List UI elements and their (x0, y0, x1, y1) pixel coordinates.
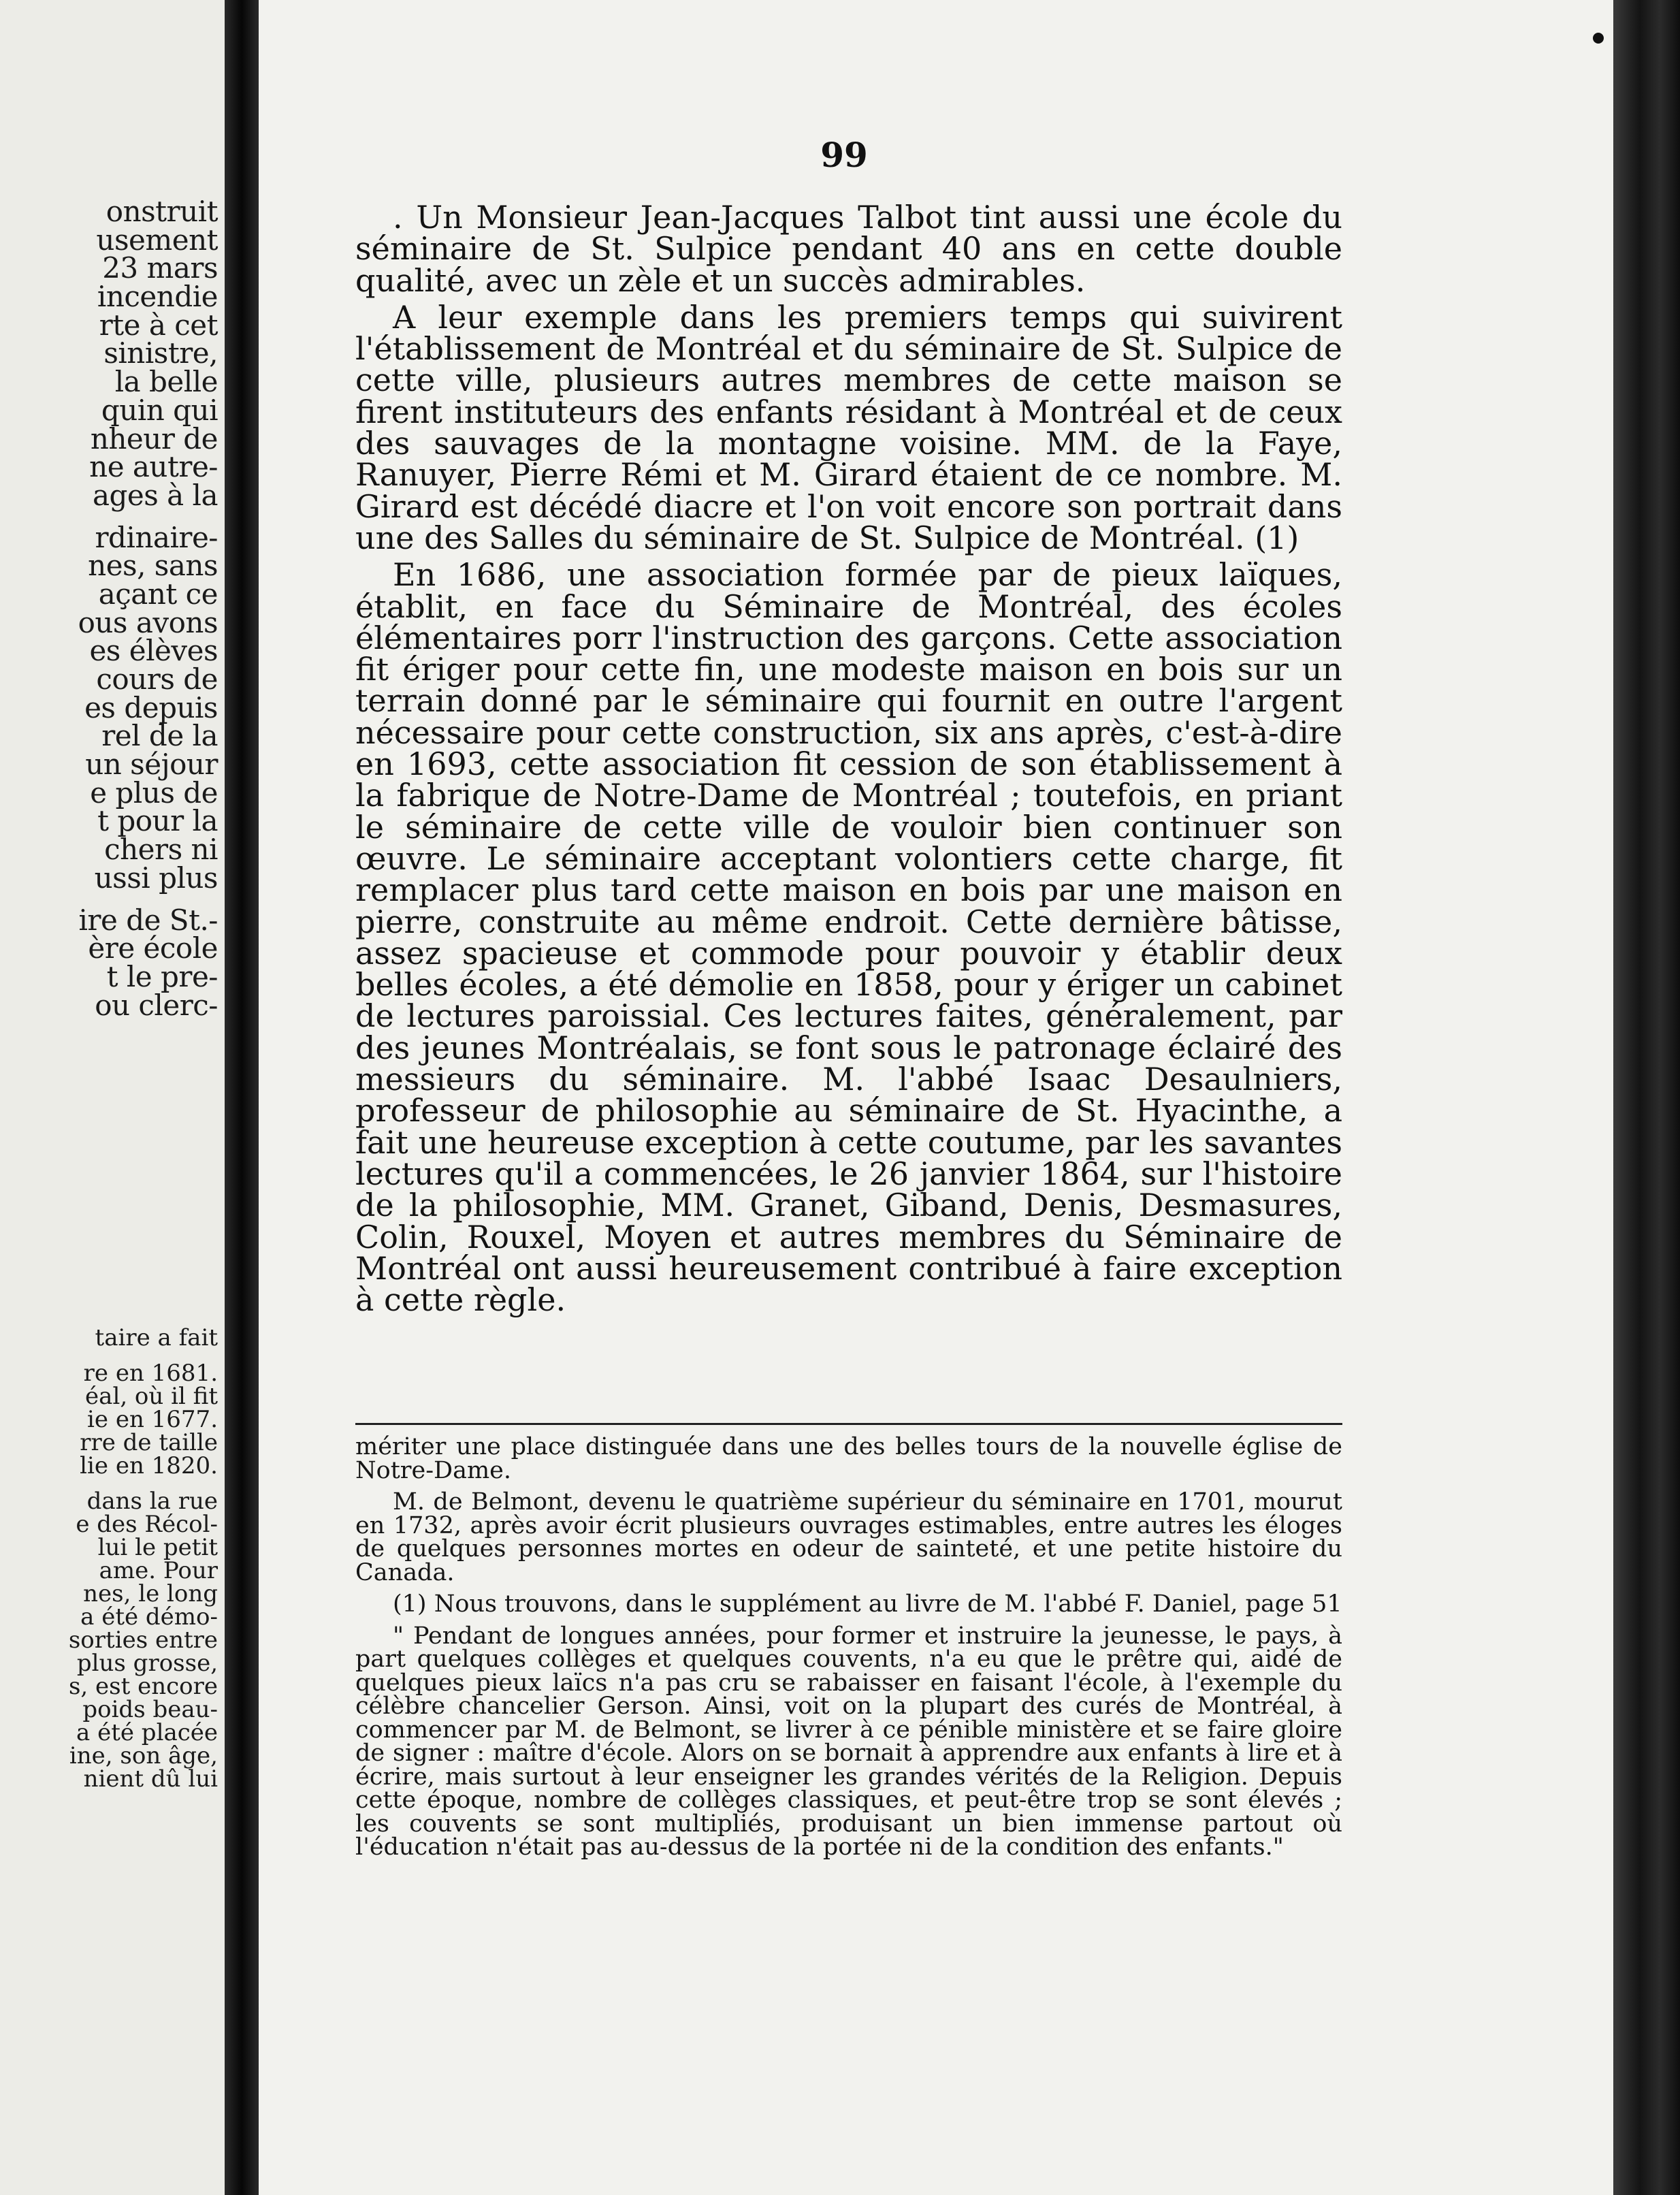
left-note-line: a été placée (76, 1719, 218, 1746)
left-note-line: plus grosse, (76, 1650, 218, 1677)
left-note-line: sorties entre (68, 1627, 218, 1654)
left-line: ussi plus (94, 861, 218, 895)
left-note-line: re en 1681. (83, 1360, 218, 1387)
left-line: ou clerc- (95, 988, 218, 1022)
left-line: e plus de (90, 775, 218, 810)
left-line: açant ce (98, 577, 218, 611)
left-line: usement (96, 223, 218, 257)
left-line: cours de (96, 662, 218, 696)
left-page-column (0, 195, 218, 1022)
footnote-quotation: " Pendant de longues années, pour former et instruire la jeunesse, le pays, à part quelques collèges et quelques couvents, n'a eu que le prêtre qui, aidé de quelques pieux laïcs n'a pas cru se rabaisser en faisant l'école, à l'exemple du célèbre chancelier Gerson. Ainsi, voit on la plupart des curés de Montréal, à commencer par M. de Belmont, se livrer à ce pénible ministère et se faire gloire de signer : maître d'école. Alors on se bornait à apprendre aux enfants à lire et à écrire, mais surtout à leur enseigner les grandes vérités de la Religion. Depuis cette époque, nombre de collèges classiques, et peut-être trop se sont élevés ; les couvents se sont multipliés, produisant un bien immense partout où l'éducation n'était pas au-dessus de la portée ni de la condition des enfants." (355, 1622, 1342, 1861)
left-line: ous avons (78, 605, 218, 639)
book-gutter (225, 0, 259, 2195)
left-line: la belle (114, 365, 218, 399)
page-number: 99 (820, 135, 868, 175)
left-note-line: taire a fait (95, 1324, 218, 1351)
paragraph-talbot: . Un Monsieur Jean-Jacques Talbot tint aussi une école du séminaire de St. Sulpice pendant 40 ans en cette double qualité, avec un zèle et un succès admirables. (355, 199, 1342, 299)
left-line: chers ni (104, 833, 218, 867)
left-line: t le pre- (106, 959, 218, 993)
left-line: 23 mars (102, 251, 218, 285)
footnotes-block (355, 1435, 1342, 1868)
left-line: nheur de (90, 421, 218, 455)
left-line: rte à cet (99, 308, 218, 342)
left-line: incendie (97, 280, 218, 314)
left-page-fragment (0, 0, 225, 2195)
left-line: un séjour (85, 748, 218, 782)
left-line: ages à la (92, 478, 218, 512)
left-line: t pour la (97, 804, 218, 838)
footnote-belmont: M. de Belmont, devenu le quatrième supérieur du séminaire en 1701, mourut en 1732, après avoir écrit plusieurs ouvrages estimables, entre autres les éloges de quelques personnes mortes en odeur de sainteté, et une petite histoire du Canada. (355, 1488, 1342, 1586)
left-page-notes (0, 1326, 218, 1791)
left-note-line: lui le petit (97, 1534, 218, 1561)
left-line: onstruit (106, 195, 218, 228)
left-note-line: s, est encore (68, 1673, 218, 1700)
left-line: rdinaire- (95, 520, 218, 554)
left-line: nes, sans (88, 549, 218, 583)
left-note-line: a été démo- (80, 1603, 218, 1631)
footnote-continuation: mériter une place distinguée dans une des belles tours de la nouvelle église de Notre-Dame. (355, 1433, 1342, 1484)
left-line: ire de St.- (78, 903, 218, 937)
left-note-line: poids beau- (82, 1696, 218, 1723)
left-note-line: lie en 1820. (80, 1452, 218, 1479)
left-note-line: ie en 1677. (87, 1406, 218, 1433)
left-line: quin qui (101, 393, 218, 427)
left-note-line: nient dû lui (83, 1765, 218, 1793)
footnote-divider (355, 1423, 1342, 1425)
left-line: es depuis (84, 690, 218, 724)
left-note-line: ame. Pour (99, 1557, 218, 1584)
footnote-1: (1) Nous trouvons, dans le supplément au livre de M. l'abbé F. Daniel, page 51 (393, 1590, 1342, 1618)
left-note-line: éal, où il fit (85, 1383, 218, 1410)
left-line: ère école (88, 931, 218, 965)
left-line: ne autre- (89, 450, 218, 484)
book-edge (1613, 0, 1680, 2195)
left-line: rel de la (101, 719, 218, 753)
left-note-line: e des Récol- (76, 1511, 218, 1538)
main-text-block (355, 199, 1342, 1321)
left-note-line: dans la rue (86, 1488, 218, 1515)
left-note-line: ine, son âge, (69, 1742, 218, 1769)
paragraph-exemple: A leur exemple dans les premiers temps qui suivirent l'établissement de Montréal et du séminaire de St. Sulpice de cette ville, plusieurs autres membres de cette maison se firent instituteurs des enfants résidant à Montréal et de ceux des sauvages de la montagne voisine. MM. de la Faye, Ranuyer, Pierre Rémi et M. Girard étaient de ce nombre. M. Girard est décédé diacre et l'on voit encore son portrait dans une des Salles du séminaire de St. Sulpice de Montréal. (1) (355, 298, 1342, 556)
left-note-line: rre de taille (80, 1429, 218, 1456)
ink-spot (1593, 33, 1604, 44)
left-line: es élèves (89, 634, 218, 668)
left-line: sinistre, (103, 336, 218, 370)
left-note-line: nes, le long (83, 1580, 218, 1607)
paragraph-association: En 1686, une association formée par de pieux laïques, établit, en face du Séminaire de Montréal, des écoles élémentaires porr l'instruction des garçons. Cette association fit ériger pour cette fin, une modeste maison en bois sur un terrain donné par le séminaire qui fournit en outre l'argent nécessaire pour cette construction, six ans après, c'est-à-dire en 1693, cette association fit cession de son établissement à la fabrique de Notre-Dame de Montréal ; toutefois, en priant le séminaire de cette ville de vouloir bien continuer son œuvre. Le séminaire acceptant volontiers cette charge, fit remplacer plus tard cette maison en bois par une maison en pierre, construite au même endroit. Cette dernière bâtisse, assez spacieuse et commode pour pouvoir y établir deux belles écoles, a été démolie en 1858, pour y ériger un cabinet de lectures paroissial. Ces lectures faites, généralement, par des jeunes Montréalais, se font sous le patronage éclairé des messieurs du séminaire. M. l'abbé Isaac Desaulniers, professeur de philosophie au séminaire de St. Hyacinthe, a fait une heureuse exception à cette coutume, par les savantes lectures qu'il a commencées, le 26 janvier 1864, sur l'histoire de la philosophie, MM. Granet, Giband, Denis, Desmasures, Colin, Rouxel, Moyen et autres membres du Séminaire de Montréal ont aussi heureusement contribué à faire exception à cette règle. (355, 556, 1342, 1319)
